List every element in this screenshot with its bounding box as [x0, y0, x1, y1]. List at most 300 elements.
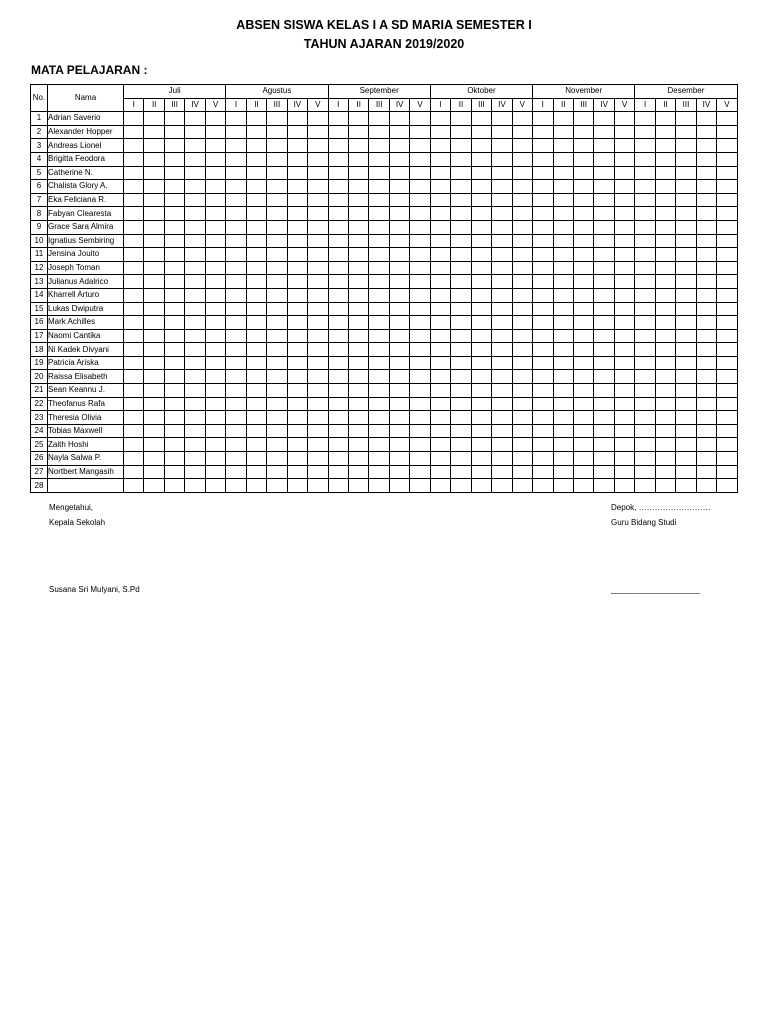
attendance-cell[interactable] — [226, 220, 246, 234]
attendance-cell[interactable] — [164, 329, 184, 343]
attendance-cell[interactable] — [655, 356, 675, 370]
attendance-cell[interactable] — [164, 465, 184, 479]
attendance-cell[interactable] — [328, 465, 348, 479]
attendance-cell[interactable] — [348, 356, 368, 370]
attendance-cell[interactable] — [573, 411, 593, 425]
attendance-cell[interactable] — [124, 288, 144, 302]
attendance-cell[interactable] — [696, 193, 716, 207]
attendance-cell[interactable] — [696, 479, 716, 493]
attendance-cell[interactable] — [205, 384, 225, 398]
attendance-cell[interactable] — [185, 465, 205, 479]
attendance-cell[interactable] — [676, 207, 696, 221]
attendance-cell[interactable] — [553, 438, 573, 452]
attendance-cell[interactable] — [533, 316, 553, 330]
attendance-cell[interactable] — [308, 261, 328, 275]
attendance-cell[interactable] — [205, 234, 225, 248]
attendance-cell[interactable] — [676, 234, 696, 248]
attendance-cell[interactable] — [205, 207, 225, 221]
attendance-cell[interactable] — [369, 220, 389, 234]
attendance-cell[interactable] — [144, 248, 164, 262]
attendance-cell[interactable] — [533, 438, 553, 452]
attendance-cell[interactable] — [696, 384, 716, 398]
attendance-cell[interactable] — [553, 180, 573, 194]
attendance-cell[interactable] — [471, 125, 491, 139]
attendance-cell[interactable] — [369, 397, 389, 411]
attendance-cell[interactable] — [287, 302, 307, 316]
attendance-cell[interactable] — [655, 343, 675, 357]
attendance-cell[interactable] — [308, 275, 328, 289]
attendance-cell[interactable] — [369, 329, 389, 343]
attendance-cell[interactable] — [614, 112, 634, 126]
attendance-cell[interactable] — [124, 112, 144, 126]
attendance-cell[interactable] — [533, 193, 553, 207]
attendance-cell[interactable] — [676, 125, 696, 139]
attendance-cell[interactable] — [635, 343, 655, 357]
attendance-cell[interactable] — [553, 248, 573, 262]
attendance-cell[interactable] — [348, 125, 368, 139]
attendance-cell[interactable] — [594, 370, 614, 384]
attendance-cell[interactable] — [246, 125, 266, 139]
attendance-cell[interactable] — [144, 112, 164, 126]
attendance-cell[interactable] — [594, 180, 614, 194]
attendance-cell[interactable] — [348, 438, 368, 452]
attendance-cell[interactable] — [512, 316, 532, 330]
attendance-cell[interactable] — [328, 207, 348, 221]
attendance-cell[interactable] — [594, 261, 614, 275]
attendance-cell[interactable] — [635, 384, 655, 398]
attendance-cell[interactable] — [717, 397, 737, 411]
attendance-cell[interactable] — [471, 180, 491, 194]
attendance-cell[interactable] — [389, 193, 409, 207]
attendance-cell[interactable] — [348, 370, 368, 384]
attendance-cell[interactable] — [533, 180, 553, 194]
attendance-cell[interactable] — [205, 302, 225, 316]
attendance-cell[interactable] — [471, 112, 491, 126]
attendance-cell[interactable] — [246, 261, 266, 275]
attendance-cell[interactable] — [471, 166, 491, 180]
attendance-cell[interactable] — [717, 207, 737, 221]
attendance-cell[interactable] — [430, 248, 450, 262]
attendance-cell[interactable] — [226, 234, 246, 248]
attendance-cell[interactable] — [246, 438, 266, 452]
attendance-cell[interactable] — [614, 288, 634, 302]
attendance-cell[interactable] — [430, 343, 450, 357]
attendance-cell[interactable] — [717, 465, 737, 479]
attendance-cell[interactable] — [348, 166, 368, 180]
attendance-cell[interactable] — [492, 180, 512, 194]
attendance-cell[interactable] — [655, 166, 675, 180]
attendance-cell[interactable] — [205, 220, 225, 234]
attendance-cell[interactable] — [430, 234, 450, 248]
attendance-cell[interactable] — [676, 261, 696, 275]
attendance-cell[interactable] — [164, 166, 184, 180]
attendance-cell[interactable] — [635, 180, 655, 194]
attendance-cell[interactable] — [717, 139, 737, 153]
attendance-cell[interactable] — [696, 152, 716, 166]
attendance-cell[interactable] — [308, 329, 328, 343]
attendance-cell[interactable] — [512, 125, 532, 139]
attendance-cell[interactable] — [492, 248, 512, 262]
attendance-cell[interactable] — [124, 384, 144, 398]
attendance-cell[interactable] — [389, 261, 409, 275]
attendance-cell[interactable] — [246, 220, 266, 234]
attendance-cell[interactable] — [594, 193, 614, 207]
attendance-cell[interactable] — [676, 356, 696, 370]
attendance-cell[interactable] — [328, 166, 348, 180]
attendance-cell[interactable] — [287, 397, 307, 411]
attendance-cell[interactable] — [267, 465, 287, 479]
attendance-cell[interactable] — [430, 193, 450, 207]
attendance-cell[interactable] — [389, 275, 409, 289]
attendance-cell[interactable] — [205, 452, 225, 466]
attendance-cell[interactable] — [410, 112, 430, 126]
attendance-cell[interactable] — [348, 288, 368, 302]
attendance-cell[interactable] — [635, 302, 655, 316]
attendance-cell[interactable] — [696, 411, 716, 425]
attendance-cell[interactable] — [144, 261, 164, 275]
attendance-cell[interactable] — [471, 288, 491, 302]
attendance-cell[interactable] — [512, 166, 532, 180]
attendance-cell[interactable] — [614, 220, 634, 234]
attendance-cell[interactable] — [267, 234, 287, 248]
attendance-cell[interactable] — [144, 384, 164, 398]
attendance-cell[interactable] — [185, 261, 205, 275]
attendance-cell[interactable] — [124, 193, 144, 207]
attendance-cell[interactable] — [512, 424, 532, 438]
attendance-cell[interactable] — [185, 125, 205, 139]
attendance-cell[interactable] — [389, 370, 409, 384]
attendance-cell[interactable] — [308, 288, 328, 302]
attendance-cell[interactable] — [614, 166, 634, 180]
attendance-cell[interactable] — [533, 356, 553, 370]
attendance-cell[interactable] — [205, 261, 225, 275]
attendance-cell[interactable] — [696, 112, 716, 126]
attendance-cell[interactable] — [614, 207, 634, 221]
attendance-cell[interactable] — [287, 220, 307, 234]
attendance-cell[interactable] — [410, 152, 430, 166]
attendance-cell[interactable] — [717, 152, 737, 166]
attendance-cell[interactable] — [594, 411, 614, 425]
attendance-cell[interactable] — [226, 465, 246, 479]
attendance-cell[interactable] — [308, 220, 328, 234]
attendance-cell[interactable] — [410, 465, 430, 479]
attendance-cell[interactable] — [696, 397, 716, 411]
attendance-cell[interactable] — [573, 234, 593, 248]
attendance-cell[interactable] — [594, 302, 614, 316]
attendance-cell[interactable] — [389, 152, 409, 166]
attendance-cell[interactable] — [492, 302, 512, 316]
attendance-cell[interactable] — [410, 384, 430, 398]
attendance-cell[interactable] — [369, 302, 389, 316]
attendance-cell[interactable] — [492, 193, 512, 207]
attendance-cell[interactable] — [144, 302, 164, 316]
attendance-cell[interactable] — [164, 316, 184, 330]
attendance-cell[interactable] — [164, 384, 184, 398]
attendance-cell[interactable] — [451, 248, 471, 262]
attendance-cell[interactable] — [287, 465, 307, 479]
attendance-cell[interactable] — [144, 424, 164, 438]
attendance-cell[interactable] — [594, 234, 614, 248]
attendance-cell[interactable] — [328, 112, 348, 126]
attendance-cell[interactable] — [614, 275, 634, 289]
attendance-cell[interactable] — [492, 166, 512, 180]
attendance-cell[interactable] — [410, 438, 430, 452]
attendance-cell[interactable] — [676, 316, 696, 330]
attendance-cell[interactable] — [614, 438, 634, 452]
attendance-cell[interactable] — [124, 261, 144, 275]
attendance-cell[interactable] — [410, 356, 430, 370]
attendance-cell[interactable] — [287, 452, 307, 466]
attendance-cell[interactable] — [655, 220, 675, 234]
attendance-cell[interactable] — [410, 302, 430, 316]
attendance-cell[interactable] — [389, 397, 409, 411]
attendance-cell[interactable] — [512, 193, 532, 207]
attendance-cell[interactable] — [185, 152, 205, 166]
attendance-cell[interactable] — [533, 112, 553, 126]
attendance-cell[interactable] — [533, 288, 553, 302]
attendance-cell[interactable] — [676, 384, 696, 398]
attendance-cell[interactable] — [635, 465, 655, 479]
attendance-cell[interactable] — [124, 166, 144, 180]
attendance-cell[interactable] — [205, 152, 225, 166]
attendance-cell[interactable] — [492, 411, 512, 425]
attendance-cell[interactable] — [553, 452, 573, 466]
attendance-cell[interactable] — [369, 465, 389, 479]
attendance-cell[interactable] — [451, 193, 471, 207]
attendance-cell[interactable] — [696, 302, 716, 316]
attendance-cell[interactable] — [430, 452, 450, 466]
attendance-cell[interactable] — [696, 234, 716, 248]
attendance-cell[interactable] — [246, 112, 266, 126]
attendance-cell[interactable] — [348, 112, 368, 126]
attendance-cell[interactable] — [717, 316, 737, 330]
attendance-cell[interactable] — [655, 112, 675, 126]
attendance-cell[interactable] — [185, 288, 205, 302]
attendance-cell[interactable] — [267, 438, 287, 452]
attendance-cell[interactable] — [287, 193, 307, 207]
attendance-cell[interactable] — [512, 343, 532, 357]
attendance-cell[interactable] — [369, 152, 389, 166]
attendance-cell[interactable] — [124, 479, 144, 493]
attendance-cell[interactable] — [717, 220, 737, 234]
attendance-cell[interactable] — [573, 356, 593, 370]
attendance-cell[interactable] — [389, 207, 409, 221]
attendance-cell[interactable] — [451, 139, 471, 153]
attendance-cell[interactable] — [185, 139, 205, 153]
attendance-cell[interactable] — [185, 370, 205, 384]
attendance-cell[interactable] — [205, 438, 225, 452]
attendance-cell[interactable] — [389, 234, 409, 248]
attendance-cell[interactable] — [124, 139, 144, 153]
attendance-cell[interactable] — [185, 193, 205, 207]
attendance-cell[interactable] — [267, 411, 287, 425]
attendance-cell[interactable] — [124, 329, 144, 343]
attendance-cell[interactable] — [226, 411, 246, 425]
attendance-cell[interactable] — [389, 343, 409, 357]
attendance-cell[interactable] — [451, 424, 471, 438]
attendance-cell[interactable] — [533, 465, 553, 479]
attendance-cell[interactable] — [267, 125, 287, 139]
attendance-cell[interactable] — [348, 343, 368, 357]
attendance-cell[interactable] — [533, 424, 553, 438]
attendance-cell[interactable] — [287, 234, 307, 248]
attendance-cell[interactable] — [308, 207, 328, 221]
attendance-cell[interactable] — [226, 152, 246, 166]
attendance-cell[interactable] — [369, 125, 389, 139]
attendance-cell[interactable] — [389, 356, 409, 370]
attendance-cell[interactable] — [451, 302, 471, 316]
attendance-cell[interactable] — [451, 479, 471, 493]
attendance-cell[interactable] — [164, 288, 184, 302]
attendance-cell[interactable] — [205, 316, 225, 330]
attendance-cell[interactable] — [614, 424, 634, 438]
attendance-cell[interactable] — [389, 424, 409, 438]
attendance-cell[interactable] — [573, 112, 593, 126]
attendance-cell[interactable] — [635, 411, 655, 425]
attendance-cell[interactable] — [594, 139, 614, 153]
attendance-cell[interactable] — [164, 112, 184, 126]
attendance-cell[interactable] — [164, 343, 184, 357]
attendance-cell[interactable] — [553, 316, 573, 330]
attendance-cell[interactable] — [328, 152, 348, 166]
attendance-cell[interactable] — [226, 112, 246, 126]
attendance-cell[interactable] — [451, 207, 471, 221]
attendance-cell[interactable] — [614, 397, 634, 411]
attendance-cell[interactable] — [308, 356, 328, 370]
attendance-cell[interactable] — [553, 370, 573, 384]
attendance-cell[interactable] — [389, 180, 409, 194]
attendance-cell[interactable] — [492, 139, 512, 153]
attendance-cell[interactable] — [655, 234, 675, 248]
attendance-cell[interactable] — [246, 329, 266, 343]
attendance-cell[interactable] — [328, 125, 348, 139]
attendance-cell[interactable] — [410, 343, 430, 357]
attendance-cell[interactable] — [430, 207, 450, 221]
attendance-cell[interactable] — [430, 288, 450, 302]
attendance-cell[interactable] — [246, 316, 266, 330]
attendance-cell[interactable] — [655, 424, 675, 438]
attendance-cell[interactable] — [573, 329, 593, 343]
attendance-cell[interactable] — [553, 166, 573, 180]
attendance-cell[interactable] — [287, 139, 307, 153]
attendance-cell[interactable] — [655, 180, 675, 194]
attendance-cell[interactable] — [512, 479, 532, 493]
attendance-cell[interactable] — [533, 397, 553, 411]
attendance-cell[interactable] — [614, 316, 634, 330]
attendance-cell[interactable] — [164, 152, 184, 166]
attendance-cell[interactable] — [205, 479, 225, 493]
attendance-cell[interactable] — [614, 356, 634, 370]
attendance-cell[interactable] — [389, 438, 409, 452]
attendance-cell[interactable] — [512, 288, 532, 302]
attendance-cell[interactable] — [287, 424, 307, 438]
attendance-cell[interactable] — [635, 288, 655, 302]
attendance-cell[interactable] — [287, 384, 307, 398]
attendance-cell[interactable] — [246, 288, 266, 302]
attendance-cell[interactable] — [410, 411, 430, 425]
attendance-cell[interactable] — [655, 152, 675, 166]
attendance-cell[interactable] — [676, 248, 696, 262]
attendance-cell[interactable] — [267, 329, 287, 343]
attendance-cell[interactable] — [246, 207, 266, 221]
attendance-cell[interactable] — [267, 180, 287, 194]
attendance-cell[interactable] — [328, 397, 348, 411]
attendance-cell[interactable] — [573, 424, 593, 438]
attendance-cell[interactable] — [573, 438, 593, 452]
attendance-cell[interactable] — [205, 193, 225, 207]
attendance-cell[interactable] — [226, 207, 246, 221]
attendance-cell[interactable] — [164, 397, 184, 411]
attendance-cell[interactable] — [308, 411, 328, 425]
attendance-cell[interactable] — [696, 139, 716, 153]
attendance-cell[interactable] — [696, 356, 716, 370]
attendance-cell[interactable] — [614, 234, 634, 248]
attendance-cell[interactable] — [471, 438, 491, 452]
attendance-cell[interactable] — [246, 248, 266, 262]
attendance-cell[interactable] — [594, 424, 614, 438]
attendance-cell[interactable] — [492, 261, 512, 275]
attendance-cell[interactable] — [246, 166, 266, 180]
attendance-cell[interactable] — [717, 275, 737, 289]
attendance-cell[interactable] — [164, 424, 184, 438]
attendance-cell[interactable] — [594, 288, 614, 302]
attendance-cell[interactable] — [717, 193, 737, 207]
attendance-cell[interactable] — [144, 452, 164, 466]
attendance-cell[interactable] — [594, 248, 614, 262]
attendance-cell[interactable] — [512, 465, 532, 479]
attendance-cell[interactable] — [717, 234, 737, 248]
attendance-cell[interactable] — [614, 302, 634, 316]
attendance-cell[interactable] — [451, 220, 471, 234]
attendance-cell[interactable] — [308, 139, 328, 153]
attendance-cell[interactable] — [185, 220, 205, 234]
attendance-cell[interactable] — [144, 465, 164, 479]
attendance-cell[interactable] — [328, 302, 348, 316]
attendance-cell[interactable] — [430, 125, 450, 139]
attendance-cell[interactable] — [287, 248, 307, 262]
attendance-cell[interactable] — [328, 479, 348, 493]
attendance-cell[interactable] — [573, 452, 593, 466]
attendance-cell[interactable] — [308, 384, 328, 398]
attendance-cell[interactable] — [185, 316, 205, 330]
attendance-cell[interactable] — [635, 370, 655, 384]
attendance-cell[interactable] — [614, 465, 634, 479]
attendance-cell[interactable] — [614, 411, 634, 425]
attendance-cell[interactable] — [594, 207, 614, 221]
attendance-cell[interactable] — [369, 193, 389, 207]
attendance-cell[interactable] — [267, 343, 287, 357]
attendance-cell[interactable] — [696, 180, 716, 194]
attendance-cell[interactable] — [369, 411, 389, 425]
attendance-cell[interactable] — [226, 125, 246, 139]
attendance-cell[interactable] — [185, 234, 205, 248]
attendance-cell[interactable] — [348, 479, 368, 493]
attendance-cell[interactable] — [246, 343, 266, 357]
attendance-cell[interactable] — [471, 302, 491, 316]
attendance-cell[interactable] — [533, 384, 553, 398]
attendance-cell[interactable] — [492, 112, 512, 126]
attendance-cell[interactable] — [553, 343, 573, 357]
attendance-cell[interactable] — [328, 275, 348, 289]
attendance-cell[interactable] — [573, 288, 593, 302]
attendance-cell[interactable] — [246, 180, 266, 194]
attendance-cell[interactable] — [348, 180, 368, 194]
attendance-cell[interactable] — [492, 479, 512, 493]
attendance-cell[interactable] — [287, 207, 307, 221]
attendance-cell[interactable] — [205, 139, 225, 153]
attendance-cell[interactable] — [124, 125, 144, 139]
attendance-cell[interactable] — [308, 316, 328, 330]
